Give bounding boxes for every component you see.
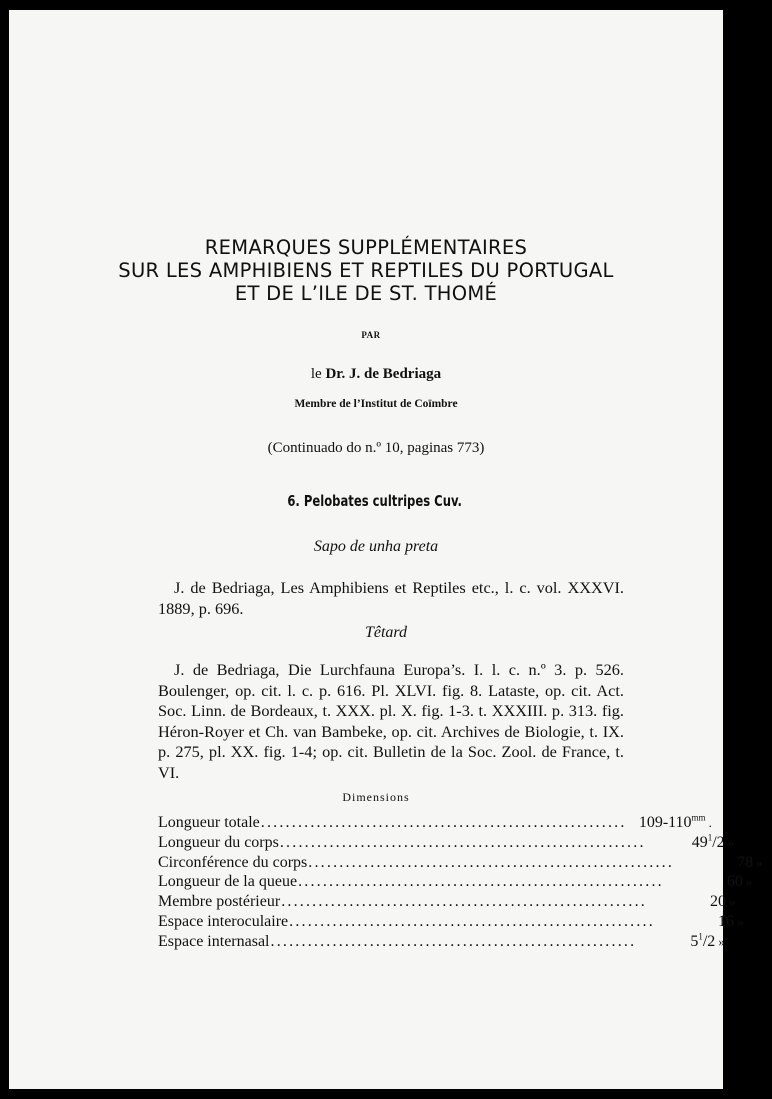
leader-dots: ........................................................... [281, 893, 647, 911]
leader-dots: ........................................................... [260, 814, 627, 831]
title-line-3: ET DE L’ILE DE ST. THOMÉ [234, 282, 498, 305]
dimension-unit: . [708, 815, 712, 830]
dimension-value: 60 [726, 873, 743, 891]
author-name: Dr. J. de Bedriaga [325, 366, 442, 382]
dimension-value: 78 [737, 853, 754, 871]
dimension-label: Membre postérieur [158, 893, 281, 911]
dimension-unit: » [718, 933, 725, 949]
dimension-label: Espace internasal [158, 932, 270, 950]
dimension-label: Circonférence du corps [158, 853, 308, 871]
dimensions-table [158, 812, 763, 952]
dimension-value-group [664, 872, 762, 892]
dimension-unit: » [745, 874, 753, 890]
continuation-note: (Continuado do n.º 10, paginas 773) [267, 440, 485, 456]
dimension-label: Longueur du corps [158, 833, 279, 851]
reference-paragraph-1: J. de Bedriaga, Les Amphibiens et Reptiles etc., l. c. vol. XXXVI. 1889, p. 696. [158, 578, 624, 618]
dimension-value: $5^1/2$ [690, 931, 716, 950]
dimension-value: 20 [710, 893, 726, 911]
leader-dots: ........................................................... [289, 912, 655, 930]
dimension-unit: » [727, 834, 735, 850]
leader-dots: ........................................................... [270, 932, 637, 950]
dimension-value: $109-110^{mm}$ [638, 812, 706, 831]
dimensions-heading: Dimensions [342, 790, 410, 804]
dimension-unit: » [736, 913, 744, 929]
dimension-row [158, 872, 753, 892]
title-line-2: SUR LES AMPHIBIENS ET REPTILES DU PORTUGAL [118, 259, 614, 282]
dimension-value: 16 [717, 912, 734, 930]
dimension-label: Espace interoculaire [158, 912, 289, 930]
unit-superscript: mm [691, 812, 706, 823]
dimension-row [158, 832, 735, 853]
dimension-label: Longueur totale [158, 814, 260, 831]
dimension-value-group [647, 892, 745, 912]
author-prefix: le [310, 366, 322, 382]
author-line [9, 366, 723, 383]
dimension-value-group [674, 853, 772, 873]
dimension-value-group [655, 912, 753, 932]
dimension-unit: » [729, 894, 736, 910]
common-name: Sapo de unha preta [313, 538, 439, 555]
dimension-row [158, 892, 736, 912]
dimension-value: $49^1/2$ [691, 832, 725, 851]
tetard-subheading: Têtard [364, 624, 408, 641]
dimension-value-group [627, 813, 725, 833]
dimension-row [158, 931, 725, 952]
affiliation: Membre de l’Institut de Coïmbre [294, 398, 458, 410]
leader-dots: ........................................................... [298, 873, 664, 891]
leader-dots: ........................................................... [308, 853, 675, 871]
leader-dots: ........................................................... [279, 833, 646, 851]
par-label: PAR [361, 330, 381, 340]
title-line-1: REMARQUES SUPPLÉMENTAIRES [204, 236, 528, 259]
species-heading: 6. Pelobates cultripes Cuv. [287, 492, 462, 510]
dimension-value-group [646, 833, 744, 853]
page [9, 10, 763, 1089]
dimension-row [158, 912, 744, 932]
dimension-value-group [636, 932, 734, 952]
dimension-label: Longueur de la queue [158, 873, 298, 891]
dimension-unit: » [756, 854, 763, 870]
reference-paragraph-2: J. de Bedriaga, Die Lurchfauna Europa’s. I. l. c. n.º 3. p. 526. Boulenger, op. cit. l. c. p. 616. Pl. XLVI. fig. 8. Lataste, op. cit. Act. Soc. Linn. de Bordeaux, t. XXX. pl. X. fig. 1-3. t. XXXIII. p. 313. fig. Héron-Royer et Ch. van Bambeke, op. cit. Archives de Biologie, t. IX. p. 275, pl. XX. fig. 1-4; op. cit. Bulletin de la Soc. Zool. de France, t. VI. [158, 660, 624, 782]
dimension-row [158, 853, 763, 873]
dimension-row [158, 812, 712, 833]
